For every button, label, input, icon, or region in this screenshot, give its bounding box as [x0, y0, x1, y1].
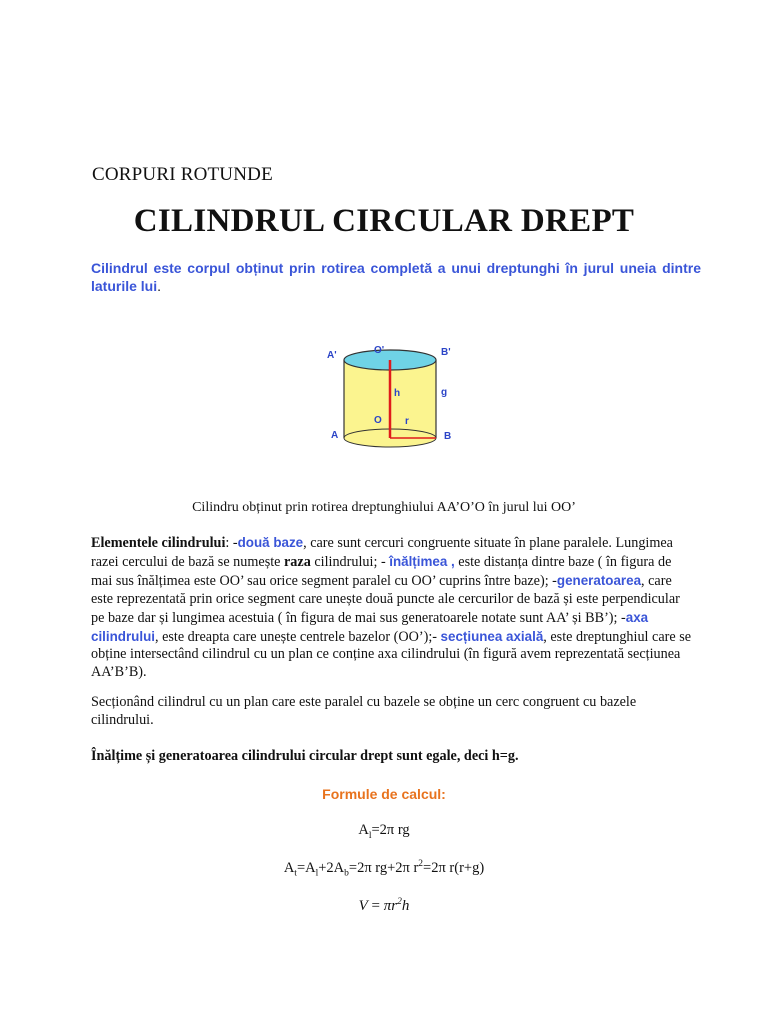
formula-part: A: [283, 859, 295, 876]
text-run: , care este reprezentată prin orice segment care unește două puncte ale cercurilor de bază și este perpendicular pe baze dar și lungimea acestuia ( în figura de mai sus generatoarele notate sunt AA’ și BB’); -: [91, 572, 680, 626]
cylinder-figure: [322, 338, 462, 458]
label-a-prime: A': [327, 350, 337, 361]
text-run: cilindrului; -: [310, 553, 390, 570]
term-generatoarea: generatoarea: [556, 572, 642, 588]
formula-part: A: [358, 822, 369, 838]
formula-total-area: [0, 859, 768, 879]
formula-part: V: [358, 898, 368, 914]
formula-subscript: l: [368, 830, 372, 841]
formula-part: +2A: [318, 859, 345, 876]
formula-superscript: 2: [418, 859, 424, 869]
equality-statement: Înălțime și generatoarea cilindrului circular drept sunt egale, deci h=g.: [91, 748, 519, 764]
text-run: este distanța dintre baze ( în figura de mai sus înălțimea este OO’ sau orice segment paralel cu OO’ cuprins între baze); -: [91, 553, 672, 589]
formula-subscript: t: [294, 868, 297, 879]
label-r: r: [405, 416, 409, 427]
term-sectiunea-axiala: secțiunea axială: [440, 628, 544, 644]
text-run: , este dreapta care unește centrele bazelor (OO’);-: [154, 628, 441, 645]
formula-part: =2π rg: [371, 822, 410, 838]
section-paragraph: Secționând cilindrul cu un plan care este paralel cu bazele se obține un cerc congruent cu bazele cilindrului.: [91, 694, 637, 728]
elements-lead: Elementele cilindrului: [91, 535, 226, 551]
formula-superscript: 2: [397, 897, 402, 907]
text-run: , care sunt cercuri congruente situate în plane paralele. Lungimea razei cercului de bază se numește: [91, 535, 673, 570]
intro-text: Cilindrul este corpul obținut prin rotirea completă a unui dreptunghi în jurul uneia dintre laturile lui: [91, 260, 701, 294]
elements-paragraph: [91, 534, 691, 682]
label-b: B: [444, 431, 452, 442]
intro-definition: [91, 259, 701, 295]
formula-part: h: [401, 898, 410, 914]
text-run: : -: [225, 535, 238, 551]
formula-lateral-area: [0, 822, 768, 841]
label-o: O: [374, 415, 382, 426]
formula-part: =A: [296, 859, 316, 876]
formula-part: =: [367, 898, 384, 914]
intro-period: .: [157, 278, 162, 294]
formula-part: =2π rg+2π r: [348, 859, 419, 876]
label-a: A: [331, 430, 339, 441]
formula-subscript: b: [344, 868, 349, 879]
formula-part: πr: [383, 898, 398, 914]
term-doua-baze: două baze: [237, 535, 304, 550]
label-g: g: [441, 387, 448, 398]
label-h: h: [394, 388, 401, 399]
term-axa-cilindrului: axa cilindrului: [91, 609, 649, 644]
section-heading: CORPURI ROTUNDE: [92, 164, 273, 185]
page-title: CILINDRUL CIRCULAR DREPT: [133, 203, 635, 239]
text-run: , este dreptunghiul care se obține intersectând cilindrul cu un plan ce conține axa cilindrului (în figură avem reprezentată secțiunea AA’B’B).: [91, 628, 692, 681]
label-o-prime: O': [374, 345, 385, 356]
formula-volume: [0, 897, 768, 915]
term-raza: raza: [284, 553, 311, 570]
formula-subscript: l: [315, 868, 319, 879]
formulas-title: Formule de calcul:: [322, 786, 446, 802]
term-inaltimea: înălțimea ,: [389, 553, 455, 569]
figure-caption: Cilindru obținut prin rotirea dreptunghiului AA’O’O în jurul lui OO’: [192, 500, 576, 515]
label-b-prime: B': [441, 347, 451, 358]
formula-part: =2π r(r+g): [423, 859, 485, 876]
